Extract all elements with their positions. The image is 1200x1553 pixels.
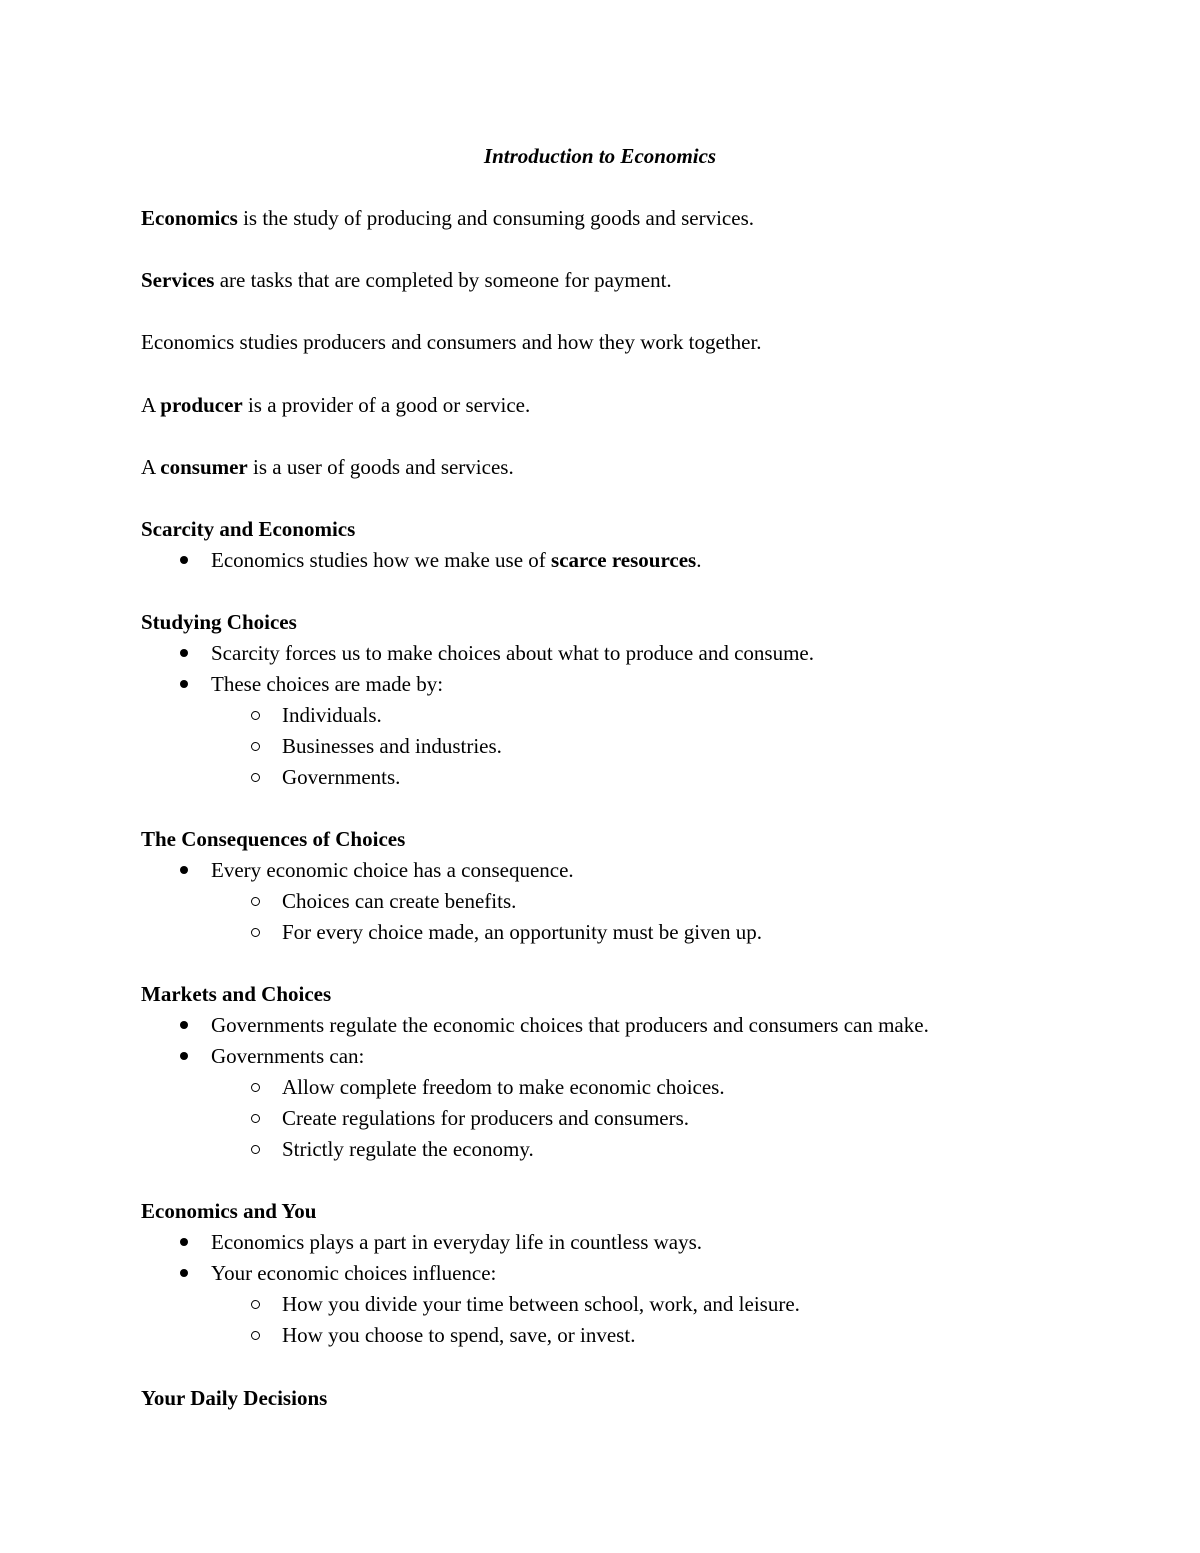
section-heading-economics-and-you: Economics and You (141, 1199, 317, 1223)
definition-services (141, 267, 672, 293)
bullet-circle-icon (251, 711, 260, 720)
definition-post: is the study of producing and consuming goods and services. (237, 206, 754, 230)
bullet-dot-icon (180, 866, 188, 874)
bullet-dot-icon (180, 1269, 188, 1277)
bullet-circle-icon (251, 1300, 260, 1309)
bullet-dot-icon (180, 680, 188, 688)
list-item-text: Individuals. (282, 703, 382, 727)
list-item (178, 1012, 929, 1038)
list-item-text: Create regulations for producers and consumers. (282, 1106, 690, 1130)
definition-post: is a user of goods and services. (247, 455, 514, 479)
sub-list-item (249, 1136, 534, 1162)
section-heading-studying-choices: Studying Choices (141, 610, 297, 634)
bullet-dot-icon (180, 649, 188, 657)
list-item-text: How you choose to spend, save, or invest. (282, 1323, 636, 1347)
paragraph-producers-consumers (141, 329, 762, 355)
definition-economics (141, 205, 754, 231)
list-item-text: Your economic choices influence: (211, 1261, 497, 1285)
definition-consumer (141, 454, 514, 480)
definition-pre: A (141, 393, 161, 417)
document-title: Introduction to Economics (483, 144, 717, 168)
sub-list-item (249, 888, 516, 914)
bullet-circle-icon (251, 1145, 260, 1154)
list-item-text: Strictly regulate the economy. (282, 1137, 534, 1161)
bullet-dot-icon (180, 1238, 188, 1246)
sub-list-item (249, 1291, 800, 1317)
definition-post: is a provider of a good or service. (242, 393, 531, 417)
sub-list-item (249, 733, 502, 759)
definition-pre: A (141, 455, 161, 479)
sub-list-item (249, 764, 400, 790)
list-item (178, 1229, 702, 1255)
definition-term: producer (160, 393, 243, 417)
paragraph-text: Economics studies producers and consumers and how they work together. (141, 330, 762, 354)
list-item-text: Businesses and industries. (282, 734, 502, 758)
list-item-text: Governments. (282, 765, 401, 789)
list-item (178, 1260, 496, 1286)
bullet-dot-icon (180, 1052, 188, 1060)
sub-list-item (249, 1322, 635, 1348)
list-item-text: Economics studies how we make use of (211, 548, 552, 572)
list-item-text: Choices can create benefits. (282, 889, 517, 913)
list-item-text: These choices are made by: (211, 672, 444, 696)
definition-term: Services (141, 268, 215, 292)
list-item (178, 857, 574, 883)
bullet-circle-icon (251, 897, 260, 906)
list-item-text: Every economic choice has a consequence. (211, 858, 574, 882)
definition-post: are tasks that are completed by someone for payment. (214, 268, 672, 292)
list-item (178, 671, 443, 697)
list-item-text: For every choice made, an opportunity must be given up. (282, 920, 762, 944)
bullet-circle-icon (251, 928, 260, 937)
list-item (178, 547, 701, 573)
list-item-bold: scarce resources (551, 548, 697, 572)
section-heading-markets: Markets and Choices (141, 982, 332, 1006)
sub-list-item (249, 919, 762, 945)
section-heading-daily-decisions: Your Daily Decisions (141, 1386, 328, 1410)
sub-list-item (249, 1074, 725, 1100)
list-item-text: . (696, 548, 702, 572)
list-item-text: Economics plays a part in everyday life in countless ways. (211, 1230, 703, 1254)
list-item (178, 640, 814, 666)
bullet-circle-icon (251, 773, 260, 782)
list-item-text: How you divide your time between school, work, and leisure. (282, 1292, 800, 1316)
bullet-circle-icon (251, 1331, 260, 1340)
list-item-text: Governments regulate the economic choices that producers and consumers can make. (211, 1013, 929, 1037)
sub-list-item (249, 1105, 689, 1131)
definition-term: Economics (141, 206, 238, 230)
definition-term: consumer (160, 455, 248, 479)
list-item (178, 1043, 364, 1069)
list-item-text: Scarcity forces us to make choices about what to produce and consume. (211, 641, 814, 665)
bullet-circle-icon (251, 1083, 260, 1092)
definition-producer (141, 392, 530, 418)
bullet-dot-icon (180, 1021, 188, 1029)
bullet-circle-icon (251, 742, 260, 751)
bullet-dot-icon (180, 556, 188, 564)
list-item-text: Governments can: (211, 1044, 365, 1068)
sub-list-item (249, 702, 382, 728)
section-heading-scarcity: Scarcity and Economics (141, 517, 356, 541)
section-heading-consequences: The Consequences of Choices (141, 827, 406, 851)
list-item-text: Allow complete freedom to make economic choices. (282, 1075, 725, 1099)
bullet-circle-icon (251, 1114, 260, 1123)
